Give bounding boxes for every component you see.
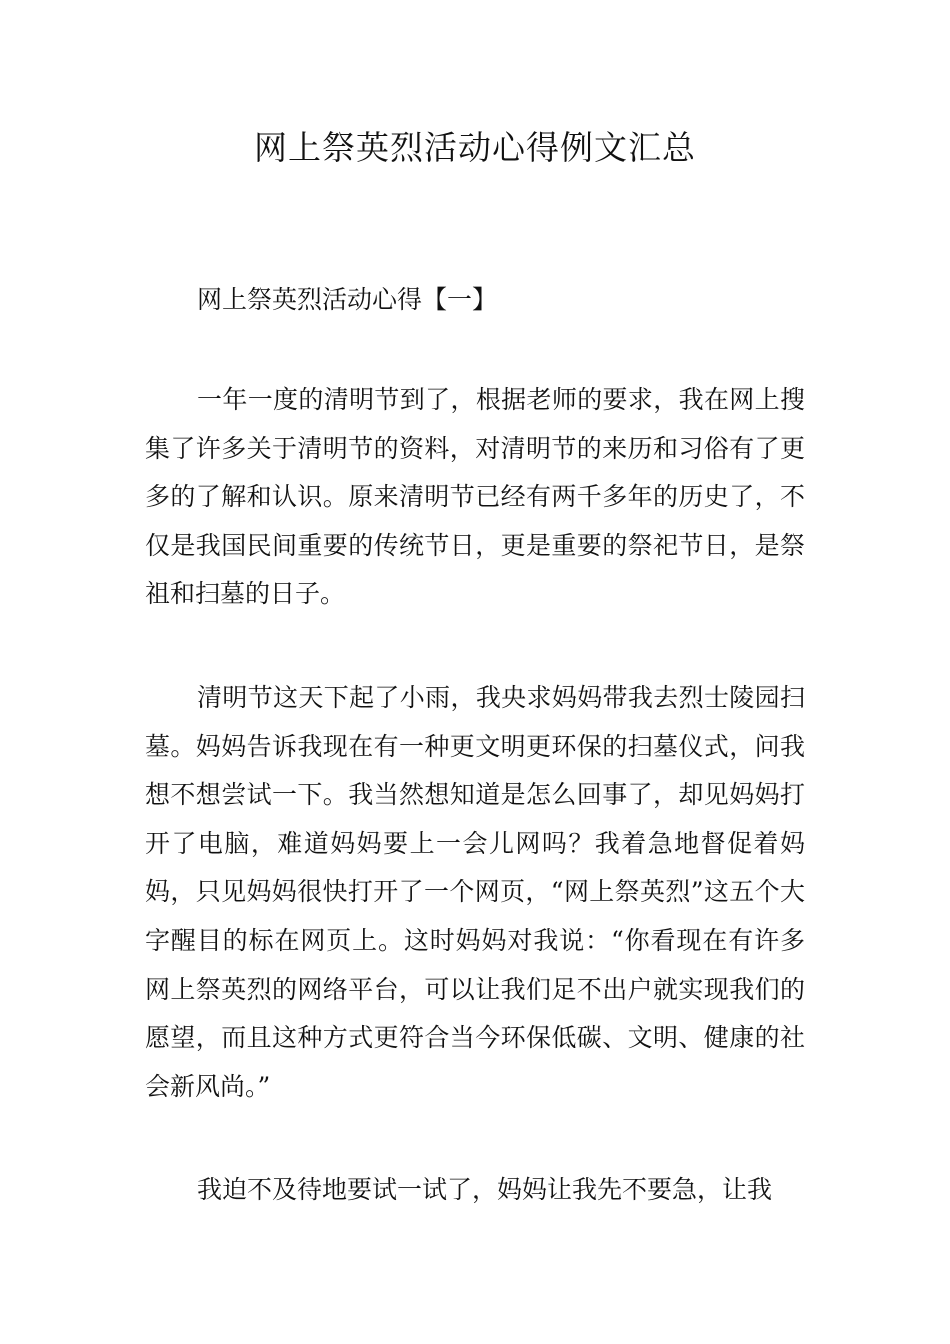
- section-heading: 网上祭英烈活动心得【一】: [197, 285, 498, 314]
- paragraph-2: 清明节这天下起了小雨，我央求妈妈带我去烈士陵园扫墓。妈妈告诉我现在有一种更文明更环保的扫墓仪式，问我想不想尝试一下。我当然想知道是怎么回事了，却见妈妈打开了电脑，难道妈妈要上一会儿网吗？我着急地督促着妈妈，只见妈妈很快打开了一个网页，“网上祭英烈”这五个大字醒目的标在网页上。这时妈妈对我说：“你看现在有许多网上祭英烈的网络平台，可以让我们足不出户就实现我们的愿望，而且这种方式更符合当今环保低碳、文明、健康的社会新风尚。”: [145, 683, 805, 1101]
- document-title: 网上祭英烈活动心得例文汇总: [254, 128, 696, 167]
- paragraph-3: 我迫不及待地要试一试了，妈妈让我先不要急，让我: [197, 1175, 773, 1204]
- paragraph-1: 一年一度的清明节到了，根据老师的要求，我在网上搜集了许多关于清明节的资料，对清明节的来历和习俗有了更多的了解和认识。原来清明节已经有两千多年的历史了，不仅是我国民间重要的传统节日，更是重要的祭祀节日，是祭祖和扫墓的日子。: [145, 385, 805, 609]
